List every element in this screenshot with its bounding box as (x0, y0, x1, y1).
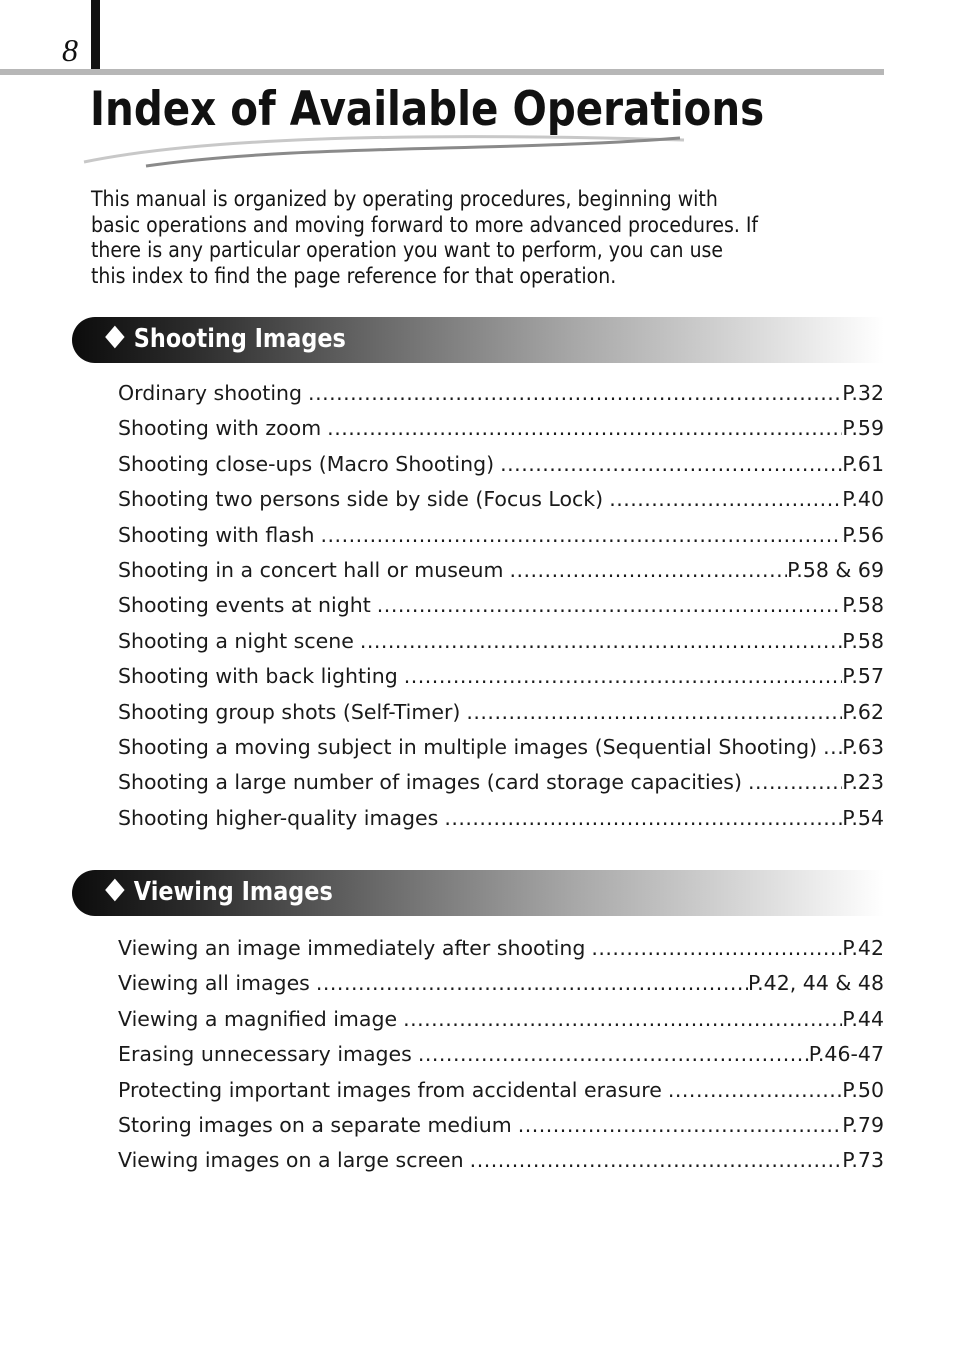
dot-leader (403, 1002, 842, 1037)
section-header-viewing (72, 870, 884, 916)
index-entry (118, 1037, 884, 1072)
dot-leader (823, 730, 842, 765)
page-reference: P.59 (842, 416, 884, 441)
index-entry (118, 801, 884, 836)
dot-leader (321, 518, 843, 553)
dot-leader (404, 659, 842, 694)
entry-label: Viewing a magnified image (118, 1006, 398, 1031)
entry-label: Shooting in a concert hall or museum (118, 557, 504, 582)
dot-leader (500, 447, 842, 482)
section-header-shooting (72, 317, 884, 363)
entry-label: Shooting a large number of images (card storage capacities) (118, 770, 742, 795)
entry-label: Viewing an image immediately after shooting (118, 936, 586, 960)
entry-label: Shooting close-ups (Macro Shooting) (118, 451, 495, 476)
entry-label: Ordinary shooting (118, 381, 303, 405)
index-entry (118, 1143, 884, 1178)
page-reference: P.23 (842, 770, 884, 795)
page-reference: P.79 (842, 1112, 884, 1137)
index-entry (118, 553, 884, 588)
page-reference: P.56 (842, 522, 884, 547)
page-reference: P.40 (842, 487, 884, 512)
index-entry (118, 588, 884, 623)
page-reference: P.58 & 69 (787, 557, 884, 582)
entry-label: Shooting higher-quality images (118, 805, 439, 830)
page-reference: P.42, 44 & 48 (748, 971, 884, 996)
entry-label: Shooting a moving subject in multiple images (Sequential Shooting) (118, 734, 818, 759)
page-reference: P.58 (842, 628, 884, 653)
page-title: Index of Available Operations (90, 82, 765, 137)
entry-label: Shooting two persons side by side (Focus Lock) (118, 487, 604, 512)
page-reference: P.42 (842, 936, 884, 960)
entry-label: Shooting with flash (118, 522, 315, 547)
dot-leader (509, 553, 787, 588)
entry-label: Shooting with back lighting (118, 664, 398, 689)
dot-leader (470, 1143, 843, 1178)
section-title: Shooting Images (133, 324, 346, 354)
dot-leader (668, 1073, 842, 1108)
index-entry (118, 931, 884, 966)
page-marker-bar (91, 0, 100, 73)
page-reference: P.32 (842, 381, 884, 405)
dot-leader (377, 588, 842, 623)
dot-leader (327, 411, 842, 446)
dot-leader (360, 624, 842, 659)
index-entry (118, 447, 884, 482)
title-swoosh-decoration (80, 130, 700, 175)
index-entry (118, 624, 884, 659)
entry-label: Shooting a night scene (118, 628, 354, 653)
entry-label: Shooting group shots (Self-Timer) (118, 699, 461, 724)
header-rule (0, 69, 884, 75)
viewing-images-index (118, 931, 884, 1179)
page-reference: P.50 (842, 1077, 884, 1102)
index-entry (118, 411, 884, 446)
dot-leader (748, 765, 842, 800)
dot-leader (466, 695, 842, 730)
dot-leader (418, 1037, 809, 1072)
page-reference: P.63 (842, 734, 884, 759)
index-entry (118, 482, 884, 517)
index-entry (118, 695, 884, 730)
page-reference: P.57 (842, 664, 884, 689)
dot-leader (609, 482, 842, 517)
dot-leader (591, 931, 842, 966)
index-entry (118, 1002, 884, 1037)
index-entry (118, 1073, 884, 1108)
diamond-icon (105, 326, 124, 349)
dot-leader (308, 376, 842, 411)
entry-label: Shooting with zoom (118, 416, 322, 441)
index-entry (118, 659, 884, 694)
page-reference: P.46-47 (808, 1042, 884, 1067)
index-entry (118, 376, 884, 411)
page-reference: P.54 (842, 805, 884, 830)
section-title: Viewing Images (133, 877, 333, 907)
entry-label: Protecting important images from accidental erasure (118, 1077, 662, 1102)
index-entry (118, 730, 884, 765)
entry-label: Erasing unnecessary images (118, 1042, 412, 1067)
diamond-icon (105, 879, 124, 902)
shooting-images-index (118, 376, 884, 836)
dot-leader (444, 801, 842, 836)
dot-leader (316, 966, 748, 1001)
page-reference: P.44 (842, 1006, 884, 1031)
dot-leader (518, 1108, 843, 1143)
index-entry (118, 765, 884, 800)
entry-label: Viewing images on a large screen (118, 1148, 464, 1173)
page-reference: P.73 (842, 1148, 884, 1173)
index-entry (118, 518, 884, 553)
page-reference: P.61 (842, 451, 884, 476)
entry-label: Shooting events at night (118, 593, 371, 618)
entry-label: Viewing all images (118, 971, 310, 996)
index-entry (118, 966, 884, 1001)
page-reference: P.58 (842, 593, 884, 618)
page-reference: P.62 (842, 699, 884, 724)
page-number: 8 (62, 32, 78, 68)
entry-label: Storing images on a separate medium (118, 1112, 512, 1137)
index-entry (118, 1108, 884, 1143)
intro-paragraph: This manual is organized by operating procedures, beginning with basic operations and moving forward to more advanced procedures. If there is any particular operation you want to perform, you can use this index to find the page reference for that operation. (91, 187, 759, 289)
